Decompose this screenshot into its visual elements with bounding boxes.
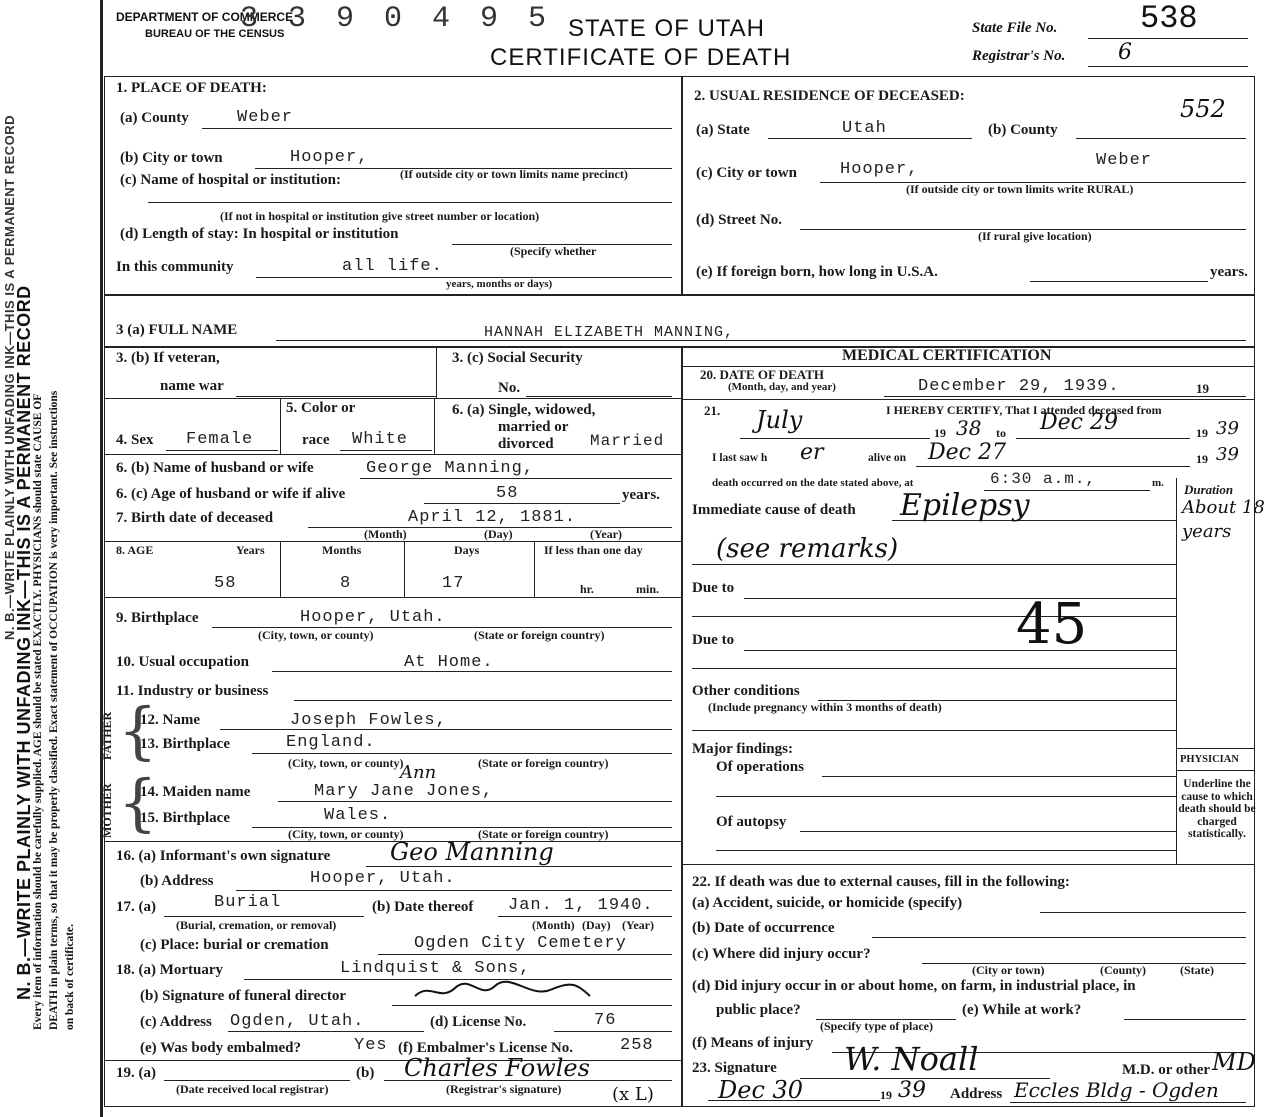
industry-line [294,700,672,701]
certificate-title: CERTIFICATE OF DEATH [490,44,792,71]
physician-sub [1176,770,1255,771]
maiden-value: Mary Jane Jones, [314,782,494,801]
burial-day-note: (Day) [582,918,611,932]
res-city-value: Hooper, [840,160,919,179]
birthdate-label: 7. Birth date of deceased [116,510,274,526]
fullname-label: 3 (a) FULL NAME [116,322,238,338]
director-signature-scribble [410,978,600,1004]
name-bottom [104,346,1255,348]
hr-label: hr. [580,582,594,596]
county-line [202,128,672,129]
registrar-label: Registrar's No. [972,48,1066,64]
mother-birth-value: Wales. [324,806,392,825]
burial-date-value: Jan. 1, 1940. [508,896,654,915]
year-note: (Year) [590,527,622,541]
margin-instructions-3: on back of certificate. [64,923,76,1030]
street-note: (If not in hospital or institution give street number or location) [220,209,540,223]
director-label: (b) Signature of funeral director [140,988,347,1004]
months-head: Months [322,543,362,557]
to-label: to [996,426,1006,440]
death-date-label: 20. DATE OF DEATH [700,367,824,382]
where-state-note: (State) [1180,963,1214,977]
medical-bottom [681,864,1255,865]
father-brace: { [118,694,158,767]
race-divider [434,398,435,454]
years-note: years, months or days) [446,278,553,290]
res-county-label: (b) County [988,122,1058,138]
state-title: STATE OF UTAH [568,15,765,42]
mother-side-label: MOTHER [100,783,114,838]
rural-loc-note: (If rural give location) [978,229,1092,243]
spouse-age-value: 58 [496,484,519,503]
maiden-line [278,801,672,802]
industry-label: 11. Industry or business [116,683,269,699]
sig-year: 39 [898,1078,926,1103]
marital-label-1: 6. (a) Single, widowed, [452,402,596,418]
due1-label: Due to [692,580,735,596]
spouse-age-unit: years. [622,487,660,503]
hospital-label: (c) Name of hospital or institution: [120,172,341,188]
days-head: Days [454,543,480,557]
remarks-line [692,564,1176,565]
informant-addr-line [236,890,672,891]
autopsy-label: Of autopsy [716,814,787,830]
to-year: 39 [1216,418,1239,439]
mother-state-note: (State or foreign country) [478,827,609,841]
war-line [236,396,436,397]
disposal-value: Burial [214,893,282,912]
due2-label: Due to [692,632,735,648]
top-divider [681,76,683,294]
alive-label: alive on [868,452,907,464]
operations-label: Of operations [716,759,804,775]
foreign-years: years. [1210,264,1248,280]
father-birth-value: England. [286,733,376,752]
md-value: MD [1212,1048,1256,1076]
father-city-note: (City, town, or county) [288,756,404,770]
row-divider-6 [104,1060,681,1061]
embalmed-value: Yes [354,1036,388,1055]
veteran-divider [436,346,437,398]
operations-line-2 [716,796,1176,797]
age-days: 17 [442,574,465,593]
maiden-label: 14. Maiden name [140,784,251,800]
county-label: (a) County [120,110,189,126]
received-line [164,1080,350,1081]
last-saw-value: er [800,440,824,465]
sig-address-label: Address [950,1086,1003,1102]
immediate-value: Epilepsy [900,488,1030,523]
mother-city-note: (City, town, or county) [288,827,404,841]
sig-address-line [1010,1102,1246,1103]
ssn-line [526,396,672,397]
medical-heading: MEDICAL CERTIFICATION [842,347,1052,364]
burial-place-label: (c) Place: burial or cremation [140,937,329,953]
sec1-bottom [104,294,1255,296]
race-value: White [352,430,409,449]
autopsy-line-2 [716,850,1176,851]
mortuary-label: 18. (a) Mortuary [116,962,224,978]
mortuary-address-value: Ogden, Utah. [230,1012,365,1031]
certificate-stamp-number: 3 3 9 0 4 9 5 [240,2,553,36]
res-county-value: Weber [1096,151,1153,170]
death-date-value: December 29, 1939. [918,377,1120,396]
day-note: (Day) [484,527,513,541]
sig-date-line [708,1100,880,1101]
burial-year-note: (Year) [622,918,654,932]
code-mark: 45 [1016,592,1088,657]
mother-birth-label: 15. Birthplace [140,810,230,826]
mortuary-value: Lindquist & Sons, [340,959,531,978]
birthplace-value: Hooper, Utah. [300,608,446,627]
immediate-label: Immediate cause of death [692,502,856,518]
main-divider [681,346,683,1107]
age-div-2 [404,541,405,597]
accident-label: (a) Accident, suicide, or homicide (specify) [692,895,963,911]
years-head: Years [236,543,265,557]
informant-sig-value: Geo Manning [390,838,554,866]
age-div-3 [534,541,535,597]
specify-place-note: (Specify type of place) [820,1019,933,1033]
work-line [1124,1019,1246,1020]
side-number: 552 [1180,95,1226,123]
res-state-line [768,138,972,139]
death-time-label: death occurred on the date stated above, at [712,477,914,489]
occupation-label: 10. Usual occupation [116,654,249,670]
sex-label: 4. Sex [116,432,154,448]
res-street-label: (d) Street No. [696,212,782,228]
due1-line-2 [692,616,1176,617]
embalmer-label: (f) Embalmer's License No. [398,1040,573,1056]
margin-instructions-1: Every item of information should be carefully supplied. AGE should be stated EXACTLY. PHYSICIANS should state CAUSE OF [32,393,44,1030]
res-state-label: (a) State [696,122,750,138]
margin-warning-1: N. B.—WRITE PLAINLY WITH UNFADING INK—THIS IS A PERMANENT RECORD [2,114,17,640]
md-label: M.D. or other [1122,1062,1211,1078]
duration-head: Duration [1184,482,1234,497]
community-label: In this community [116,259,234,275]
other-label: Other conditions [692,683,800,699]
alive-date: Dec 27 [928,440,1006,465]
certify-num: 21. [704,403,721,418]
spouse-value: George Manning, [366,459,535,478]
registrar-sig-label: (b) [356,1065,375,1081]
death-date-line [884,396,1246,397]
state-file-label: State File No. [972,20,1058,36]
received-note: (Date received local registrar) [176,1082,329,1096]
medical-row-1 [681,399,1255,400]
marital-label-2: married or [498,419,569,435]
burial-date-label: (b) Date thereof [372,899,474,915]
veteran-label: 3. (b) If veteran, [116,350,220,366]
hospital-line [148,202,672,203]
res-state-value: Utah [842,119,887,138]
registrar-line [1088,66,1248,67]
occupation-value: At Home. [404,653,494,672]
fullname-line [276,340,1246,341]
father-birth-label: 13. Birthplace [140,736,230,752]
spouse-age-label: 6. (c) Age of husband or wife if alive [116,486,346,502]
age-div-1 [280,541,281,597]
alive-year-pre: 19 [1196,452,1208,466]
received-label: 19. (a) [116,1065,156,1081]
foreign-line [1030,281,1208,282]
sex-value: Female [186,430,254,449]
due2-line-2 [692,668,1176,669]
color-label: 5. Color or [286,400,356,416]
father-name-label: 12. Name [140,712,200,728]
margin-strip [0,0,104,1117]
informant-addr-label: (b) Address [140,873,214,889]
duration-value: About 18 years [1182,497,1265,542]
specify-note: (Specify whether [510,244,597,258]
to-line [1016,438,1190,439]
death-year-suffix: 19 [1196,381,1209,396]
stay-label: (d) Length of stay: In hospital or institution [120,226,399,242]
external-heading: 22. If death was due to external causes, fill in the following: [692,874,1070,890]
name-war-label: name war [160,378,224,394]
dept-label: DEPARTMENT OF COMMERCE [116,10,294,24]
embalmer-value: 258 [620,1036,654,1055]
signature-date: Dec 30 [718,1076,804,1104]
burial-place-line [378,954,672,955]
spouse-age-line [424,503,620,504]
alive-year: 39 [1216,444,1239,465]
county-value: Weber [237,108,294,127]
spouse-label: 6. (b) Name of husband or wife [116,460,314,476]
state-file-line [1088,38,1248,39]
sex-line [166,450,278,451]
father-side-label: FATHER [100,711,114,760]
burial-date-line [498,916,672,917]
embalmer-signature: Charles Fowles [404,1054,590,1082]
disposal-label: 17. (a) [116,899,156,915]
margin-warning-2: N. B.—WRITE PLAINLY WITH UNFADING INK—THIS IS A PERMANENT RECORD [14,285,34,1000]
race-line [340,450,432,451]
race-label: race [302,432,330,448]
accident-line [1040,912,1246,913]
row-divider-3 [104,541,681,542]
mother-brace: { [118,766,158,839]
birthplace-label: 9. Birthplace [116,610,199,626]
occurrence-line [872,937,1246,938]
signature-label: 23. Signature [692,1060,777,1076]
fullname-value: HANNAH ELIZABETH MANNING, [484,324,735,341]
embalmed-label: (e) Was body embalmed? [140,1040,301,1056]
where-county-note: (County) [1100,963,1147,977]
autopsy-line [800,831,1176,832]
burial-place-value: Ogden City Cemetery [414,934,627,953]
res-city-label: (c) City or town [696,165,797,181]
city-county-note: (City, town, or county) [258,628,374,642]
see-remarks: (see remarks) [716,534,899,564]
disposal-line [164,916,364,917]
rural-note: (If outside city or town limits write RURAL) [906,182,1134,196]
hospital-note: (If outside city or town limits name precinct) [400,167,628,181]
registrar-value: 6 [1118,40,1132,65]
physician-top [1176,748,1255,749]
row-divider-4 [104,597,681,598]
res-county-line [1076,138,1246,139]
age-label: 8. AGE [116,543,154,557]
burial-month-note: (Month) [532,918,575,932]
other-note: (Include pregnancy within 3 months of death) [708,700,942,714]
sig-address-value: Eccles Bldg - Ogden [1014,1078,1219,1102]
marital-label-3: divorced [498,436,554,452]
signature-value: W. Noall [844,1040,979,1078]
mortuary-address-label: (c) Address [140,1014,212,1030]
age-months: 8 [340,574,352,593]
physician-note: Underline the cause to which death should be charged statistically. [1178,778,1256,840]
certify-text: I HEREBY CERTIFY, That I attended deceased from [886,403,1162,417]
death-time-value: 6:30 a.m., [990,470,1097,488]
mortuary-address-line [228,1031,424,1032]
disposal-note: (Burial, cremation, or removal) [176,918,337,932]
license-line [554,1031,672,1032]
sex-divider [280,398,281,454]
marital-value: Married [590,432,665,450]
where-label: (c) Where did injury occur? [692,946,871,962]
to-date: Dec 29 [1040,410,1118,435]
due2-line [744,650,1176,651]
license-value: 76 [594,1011,617,1030]
alive-line [916,466,1190,467]
city-value: Hooper, [290,148,369,167]
license-label: (d) License No. [430,1014,527,1030]
place-heading: 1. PLACE OF DEATH: [116,80,267,96]
community-value: all life. [342,257,443,276]
residence-heading: 2. USUAL RESIDENCE OF DECEASED: [694,88,965,104]
from-month: July [756,406,803,434]
from-year-pre: 19 [934,426,946,440]
city-label: (b) City or town [120,150,223,166]
lessday-head: If less than one day [544,543,643,557]
state-country-note: (State or foreign country) [474,628,605,642]
spouse-line [360,478,672,479]
work-label: (e) While at work? [962,1002,1082,1018]
birthdate-value: April 12, 1881. [408,508,577,527]
home-label-2: public place? [716,1002,801,1018]
min-label: min. [636,582,660,596]
ssn-no-label: No. [498,380,521,396]
bureau-label: BUREAU OF THE CENSUS [145,28,285,40]
foreign-label: (e) If foreign born, how long in U.S.A. [696,264,938,280]
informant-sig-line [366,866,672,867]
from-line [740,438,930,439]
director-line [392,1005,672,1006]
death-date-note: (Month, day, and year) [728,381,836,393]
last-saw-label: I last saw h [712,452,768,464]
physician-head: PHYSICIAN [1180,754,1239,765]
age-years: 58 [214,574,237,593]
ssn-label: 3. (c) Social Security [452,350,583,366]
where-city-note: (City or town) [972,963,1045,977]
home-label-1: (d) Did injury occur in or about home, on farm, in industrial place, in [692,978,1136,994]
duration-divider [1176,478,1177,748]
month-note: (Month) [364,527,407,541]
operations-line [822,776,1176,777]
means-label: (f) Means of injury [692,1035,814,1051]
corner-mark: (x L) [612,1084,654,1105]
from-year: 38 [956,416,982,440]
maiden-note: Ann [400,762,437,783]
informant-addr-value: Hooper, Utah. [310,869,456,888]
row-divider-1 [104,398,681,399]
row-divider-2 [104,454,681,455]
sig-year-pre: 19 [880,1088,892,1102]
margin-border [100,0,103,1117]
father-name-value: Joseph Fowles, [290,711,447,730]
occurrence-label: (b) Date of occurrence [692,920,835,936]
state-file-value: 538 [1140,0,1198,37]
registrar-sig-note: (Registrar's signature) [446,1082,562,1096]
m-label: m. [1152,477,1164,489]
informant-sig-label: 16. (a) Informant's own signature [116,848,331,864]
other-line-2 [692,730,1176,731]
due1-line [744,598,1176,599]
father-state-note: (State or foreign country) [478,756,609,770]
major-label: Major findings: [692,741,793,757]
physician-divider [1176,748,1177,864]
margin-instructions-2: DEATH in plain terms, so that it may be properly classified. Exact statement of OCCUPATION is very important. See instructions [48,390,60,1030]
father-birth-line [252,753,672,754]
to-year-pre: 19 [1196,426,1208,440]
